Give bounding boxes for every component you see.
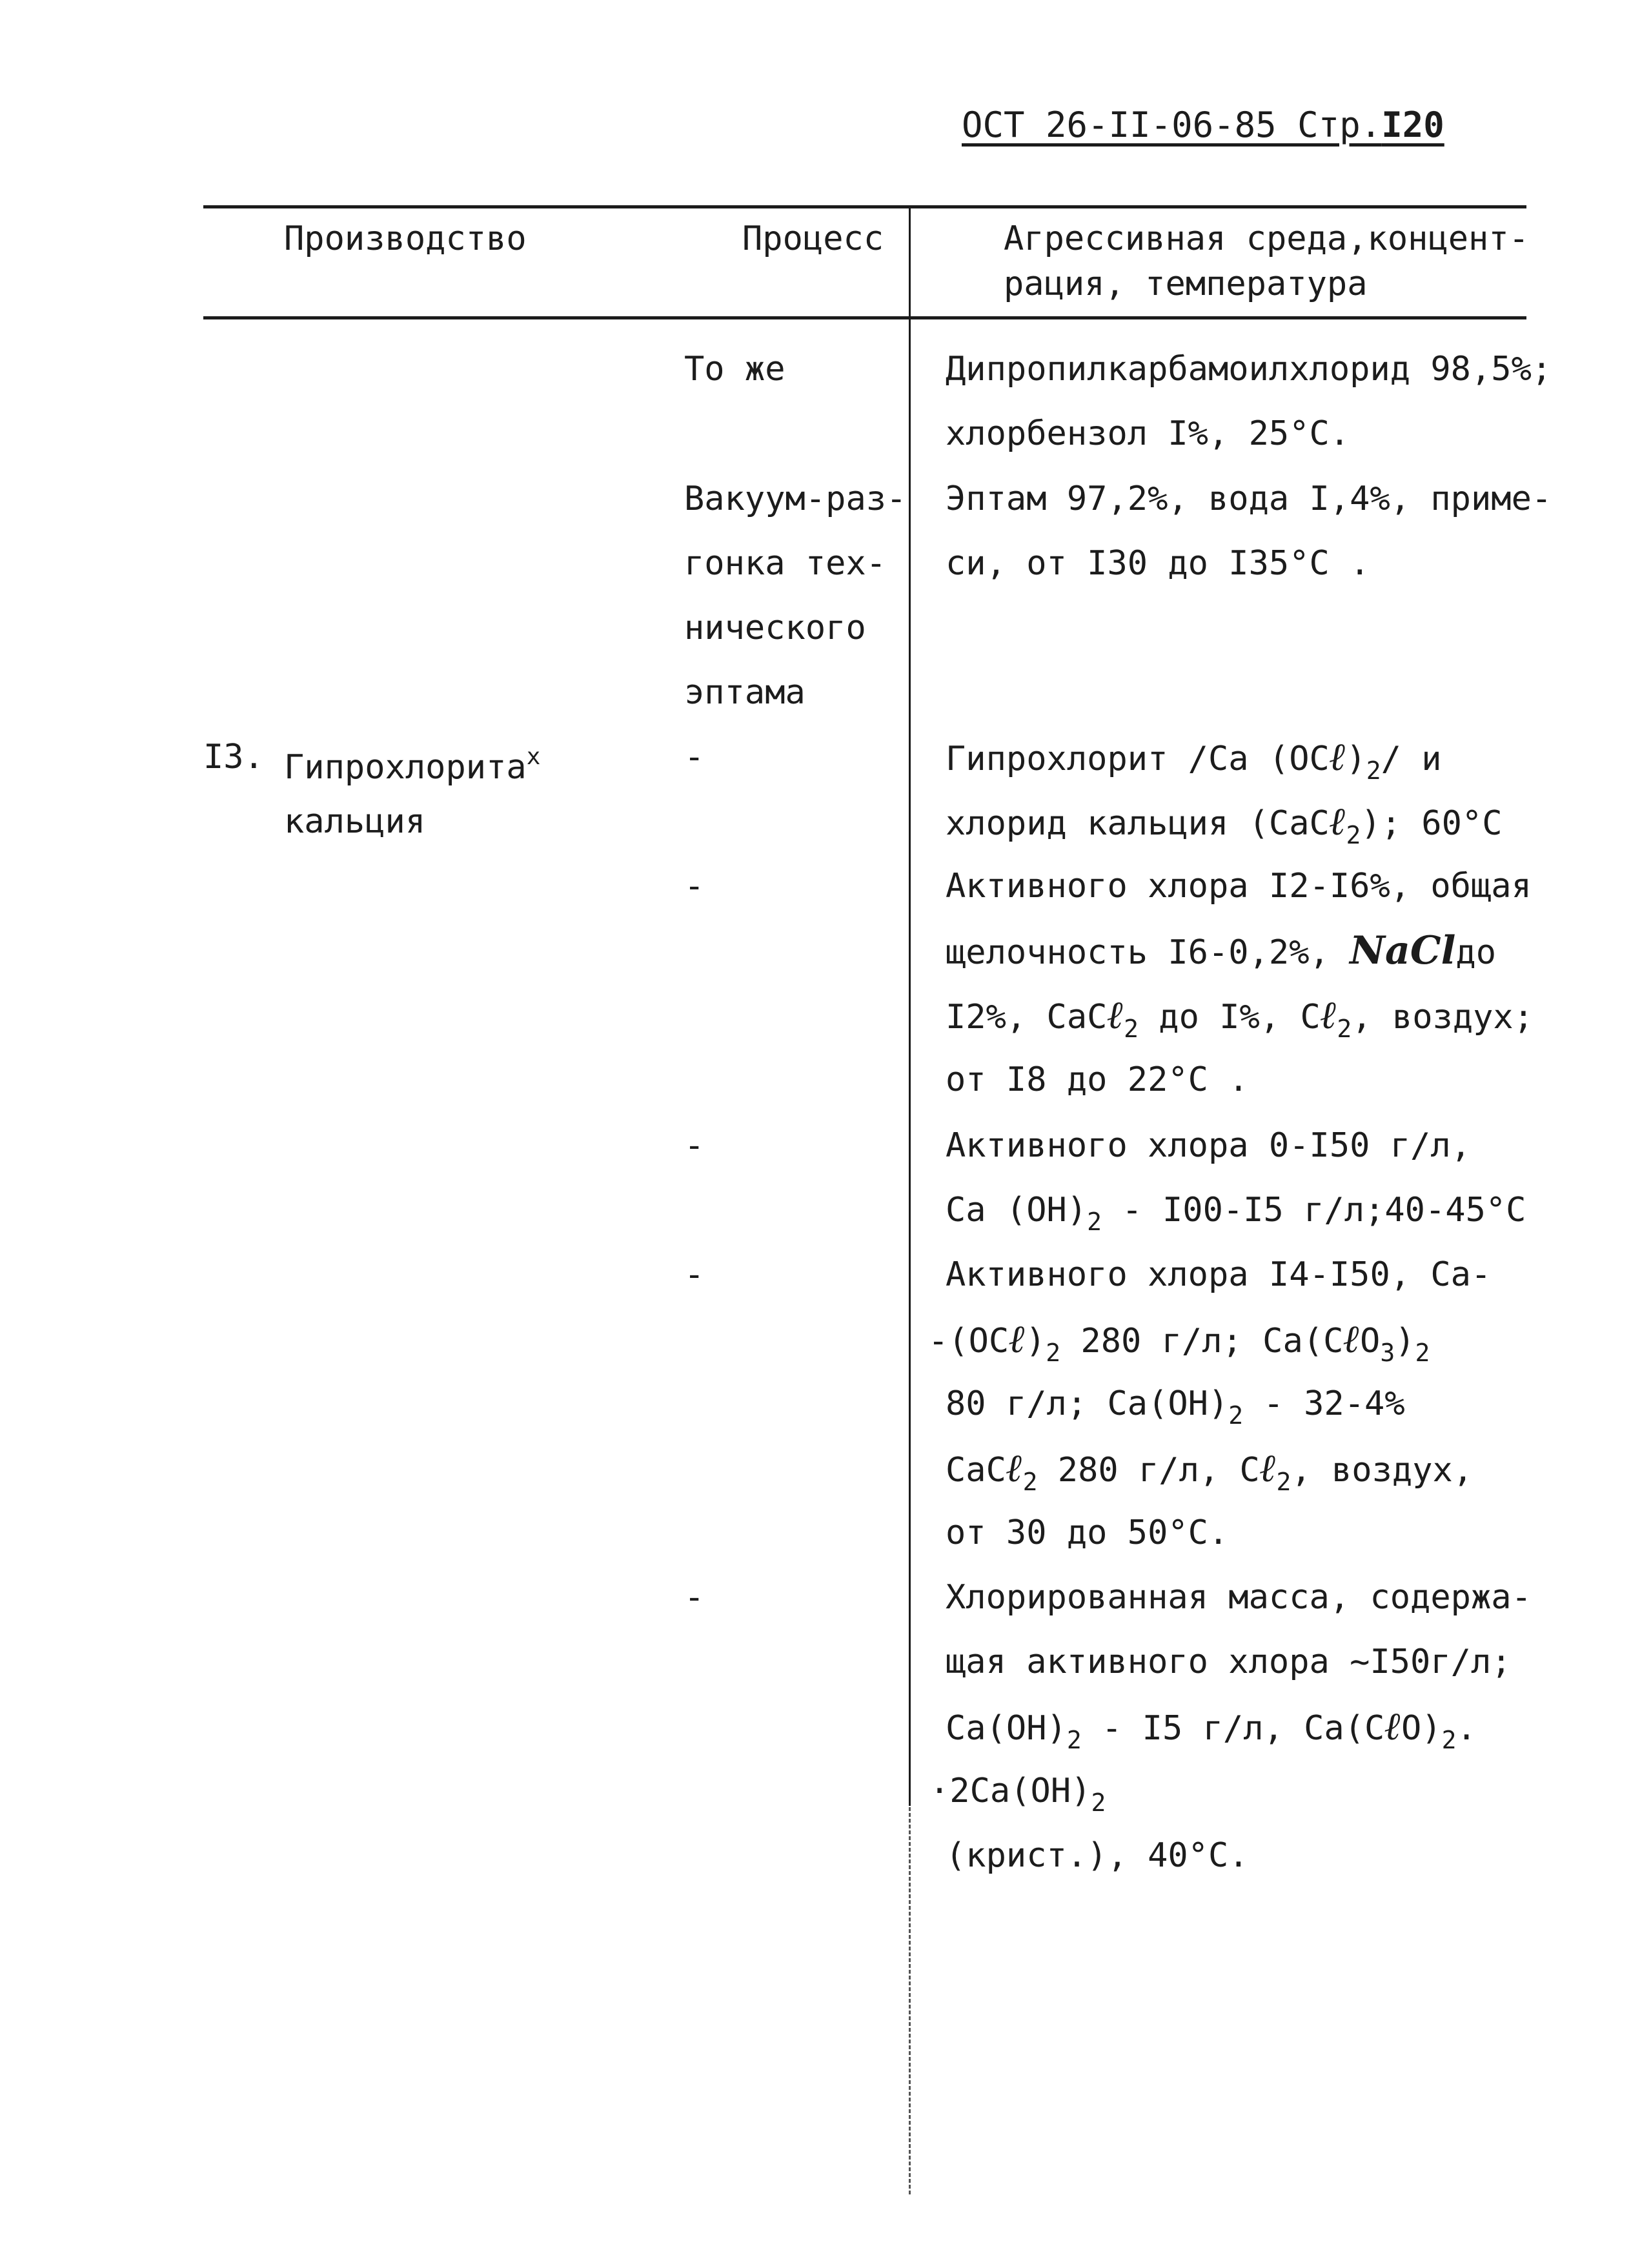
row7-medium-line5: (крист.), 40°С. <box>946 1836 1249 1875</box>
row1-medium-line1: Дипропилкарбамоилхлорид 98,5%; <box>946 350 1552 389</box>
row1-process: То же <box>684 350 785 389</box>
handwritten-nacl: NaCl <box>1350 928 1456 973</box>
page-number: I20 <box>1381 105 1444 145</box>
row5-medium-line2 <box>946 1191 1526 1241</box>
handwritten-l: ℓ <box>1006 1446 1023 1491</box>
text-part: 280 г/л; Са(С <box>1060 1322 1344 1361</box>
row5-process: - <box>684 1126 705 1165</box>
row3-medium-line1 <box>946 734 1442 790</box>
row6-medium-line1: Активного хлора I4-I50, Са- <box>946 1255 1492 1294</box>
text-part: I2%, СаС <box>946 998 1108 1037</box>
subscript: 2 <box>1046 1339 1061 1367</box>
text-part: Са (ОН) <box>946 1191 1088 1230</box>
text-part: ); 60°С <box>1361 804 1503 843</box>
text-part: щелочность I6-0,2%, <box>946 933 1350 972</box>
subscript: 2 <box>1066 1726 1082 1754</box>
column-divider <box>909 205 911 1806</box>
subscript: 2 <box>1337 1015 1352 1043</box>
row2-process-line4: эптама <box>684 673 805 712</box>
row4-medium-line3 <box>946 993 1534 1048</box>
subscript: 2 <box>1366 756 1381 785</box>
row2-process-line2: гонка тех- <box>684 544 887 583</box>
row7-medium-line4 <box>929 1772 1106 1822</box>
subscript: 3 <box>1380 1339 1395 1367</box>
production-name: Гипрохлорита <box>284 748 527 787</box>
row2-process-line1: Вакуум-раз- <box>684 480 907 518</box>
handwritten-l: ℓ <box>1329 734 1346 780</box>
subscript: 2 <box>1346 821 1361 849</box>
row3-number: I3. <box>203 738 264 776</box>
handwritten-l: ℓ <box>1259 1446 1277 1491</box>
text-part: - I5 г/л, Са(С <box>1081 1709 1385 1748</box>
row1-medium-line2: хлорбензол I%, 25°С. <box>946 414 1350 453</box>
text-part: хлорид кальция (СаС <box>946 804 1330 843</box>
handwritten-l: ℓ <box>1343 1317 1361 1362</box>
row2-medium-line1: Эптам 97,2%, вода I,4%, приме- <box>946 480 1552 518</box>
text-part: до I%, С <box>1138 998 1321 1037</box>
text-part: , воздух, <box>1291 1451 1474 1490</box>
row2-process-line3: нического <box>684 609 866 647</box>
row5-medium-line1: Активного хлора 0-I50 г/л, <box>946 1126 1471 1165</box>
text-part: / и <box>1381 740 1442 778</box>
text-part: - 32-4% <box>1243 1384 1405 1423</box>
subscript: 2 <box>1228 1401 1244 1430</box>
document-header <box>962 105 1444 145</box>
subscript: 2 <box>1087 1208 1102 1236</box>
handwritten-l: ℓ <box>1320 993 1337 1038</box>
text-part: 280 г/л, С <box>1037 1451 1260 1490</box>
footnote-mark: x <box>526 744 541 770</box>
row3-production-line2: кальция <box>284 802 426 841</box>
subscript: 2 <box>1415 1339 1430 1367</box>
row7-medium-line2: щая активного хлора ~I50г/л; <box>946 1643 1512 1681</box>
row2-medium-line2: си, от I30 до I35°С . <box>946 544 1370 583</box>
subscript: 2 <box>1124 1015 1139 1043</box>
column-header-medium-line1: Агрессивная среда,концент- <box>1004 219 1529 258</box>
handwritten-l: ℓ <box>1107 993 1124 1038</box>
text-part: ) <box>1025 1322 1046 1361</box>
column-header-production: Производство <box>284 219 527 258</box>
text-part: - I00-I5 г/л;40-45°С <box>1102 1191 1526 1230</box>
row3-production-line1 <box>284 738 540 787</box>
row4-medium-line4: от I8 до 22°С . <box>946 1060 1249 1099</box>
text-part: ) <box>1395 1322 1415 1361</box>
subscript: 2 <box>1441 1726 1457 1754</box>
text-part: , воздух; <box>1352 998 1534 1037</box>
subscript: 2 <box>1276 1468 1291 1496</box>
text-part: О <box>1360 1322 1381 1361</box>
row6-process: - <box>684 1255 705 1294</box>
text-part: Са(ОН) <box>946 1709 1067 1748</box>
column-header-medium-line2: рация, температура <box>1004 265 1368 303</box>
row7-medium-line1: Хлорированная масса, содержа- <box>946 1578 1532 1617</box>
text-part: Гипрохлорит /Са (ОС <box>946 740 1330 778</box>
table-top-rule <box>203 205 1526 208</box>
row4-process: - <box>684 867 705 906</box>
row7-process: - <box>684 1578 705 1617</box>
document-reference: ОСТ 26-II-06-85 Стр. <box>962 105 1382 145</box>
row6-medium-line2 <box>928 1317 1430 1372</box>
handwritten-l: ℓ <box>1384 1704 1401 1749</box>
text-part: до <box>1455 933 1497 972</box>
row6-medium-line3 <box>946 1384 1405 1435</box>
row6-medium-line4 <box>946 1446 1474 1501</box>
row4-medium-line2 <box>946 928 1497 973</box>
text-part: . <box>1456 1709 1477 1748</box>
text-part: О) <box>1401 1709 1442 1748</box>
handwritten-l: ℓ <box>1009 1317 1026 1362</box>
column-divider-dashed <box>909 1807 911 2194</box>
text-part: ) <box>1346 740 1366 778</box>
text-part: 80 г/л; Са(ОН) <box>946 1384 1229 1423</box>
column-header-process: Процесс <box>742 219 884 258</box>
table-header-rule <box>203 316 1526 319</box>
row3-medium-line2 <box>946 799 1503 855</box>
row6-medium-line5: от 30 до 50°С. <box>946 1514 1229 1552</box>
text-part: -(ОС <box>928 1322 1009 1361</box>
text-part: СаС <box>946 1451 1006 1490</box>
row7-medium-line3 <box>946 1704 1477 1759</box>
row3-process: - <box>684 738 705 776</box>
subscript: 2 <box>1091 1788 1106 1817</box>
text-part: ·2Са(ОН) <box>929 1772 1091 1810</box>
handwritten-l: ℓ <box>1329 799 1346 844</box>
row4-medium-line1: Активного хлора I2-I6%, общая <box>946 867 1532 906</box>
subscript: 2 <box>1022 1468 1038 1496</box>
